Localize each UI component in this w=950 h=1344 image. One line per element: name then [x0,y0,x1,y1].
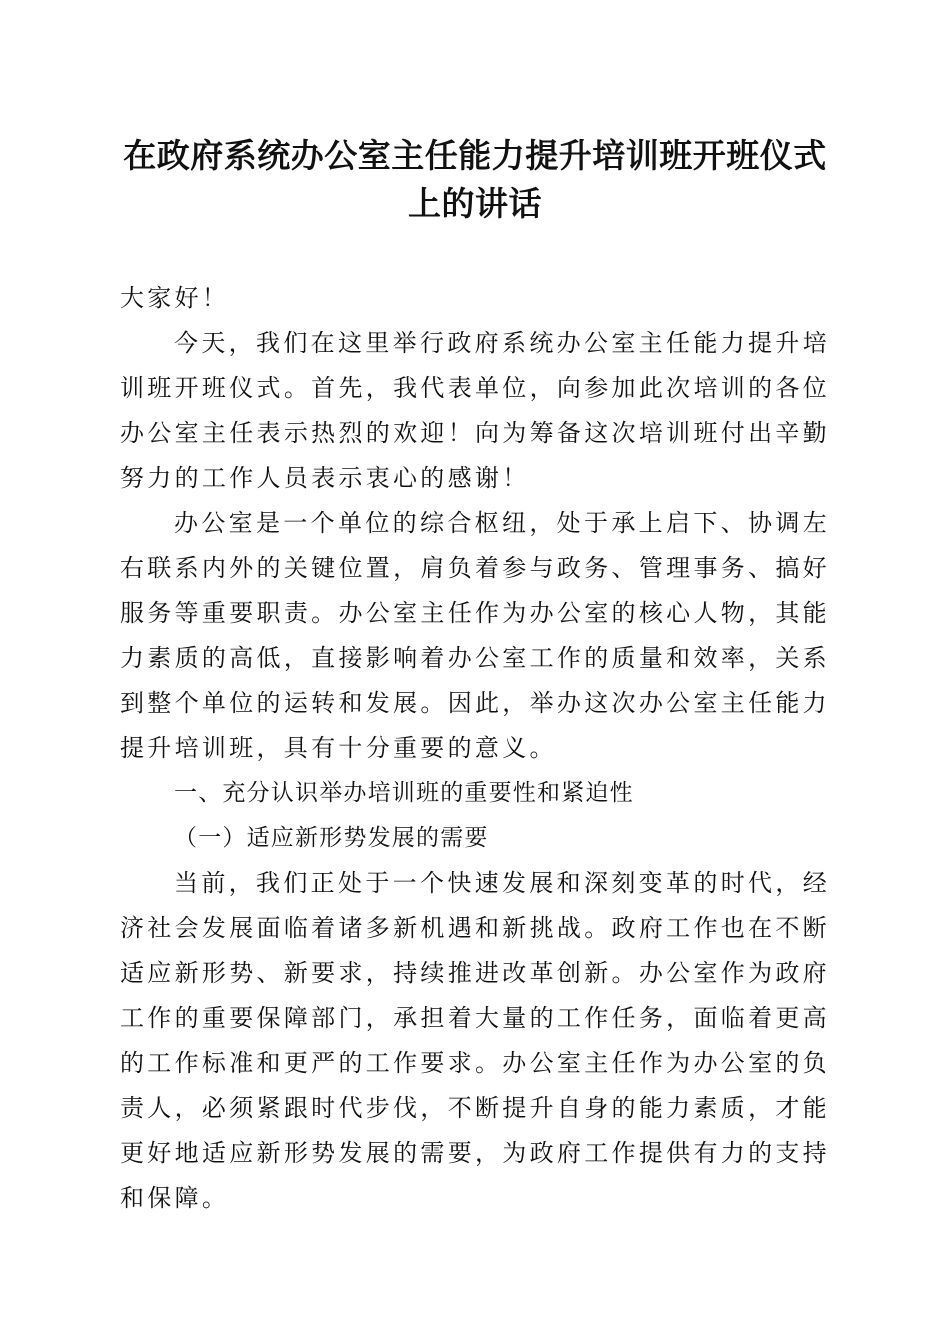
document-title: 在政府系统办公室主任能力提升培训班开班仪式上的讲话 [123,136,827,223]
paragraph-office-role: 办公室是一个单位的综合枢纽，处于承上启下、协调左右联系内外的关键位置，肩负着参与政务、管理事务、搞好服务等重要职责。办公室主任作为办公室的核心人物，其能力素质的高低，直接影响着办公室工作的质量和效率，关系到整个单位的运转和发展。因此，举办这次办公室主任能力提升培训班，具有十分重要的意义。 [120,509,830,762]
document-page [120,132,830,1221]
greeting: 大家好！ [120,284,230,312]
document-body [120,276,830,1221]
subsection-heading: （一）适应新形势发展的需要 [174,825,489,851]
paragraph-welcome: 今天，我们在这里举行政府系统办公室主任能力提升培训班开班仪式。首先，我代表单位，向参加此次培训的各位办公室主任表示热烈的欢迎！向为筹备这次培训班付出辛勤努力的工作人员表示衷心的感谢！ [120,329,830,492]
paragraph-new-situation: 当前，我们正处于一个快速发展和深刻变革的时代，经济社会发展面临着诸多新机遇和新挑战。政府工作也在不断适应新形势、新要求，持续推进改革创新。办公室作为政府工作的重要保障部门，承担着大量的工作任务，面临着更高的工作标准和更严的工作要求。办公室主任作为办公室的负责人，必须紧跟时代步伐，不断提升自身的能力素质，才能更好地适应新形势发展的需要，为政府工作提供有力的支持和保障。 [120,869,830,1212]
section-heading: 一、充分认识举办培训班的重要性和紧迫性 [174,780,634,806]
